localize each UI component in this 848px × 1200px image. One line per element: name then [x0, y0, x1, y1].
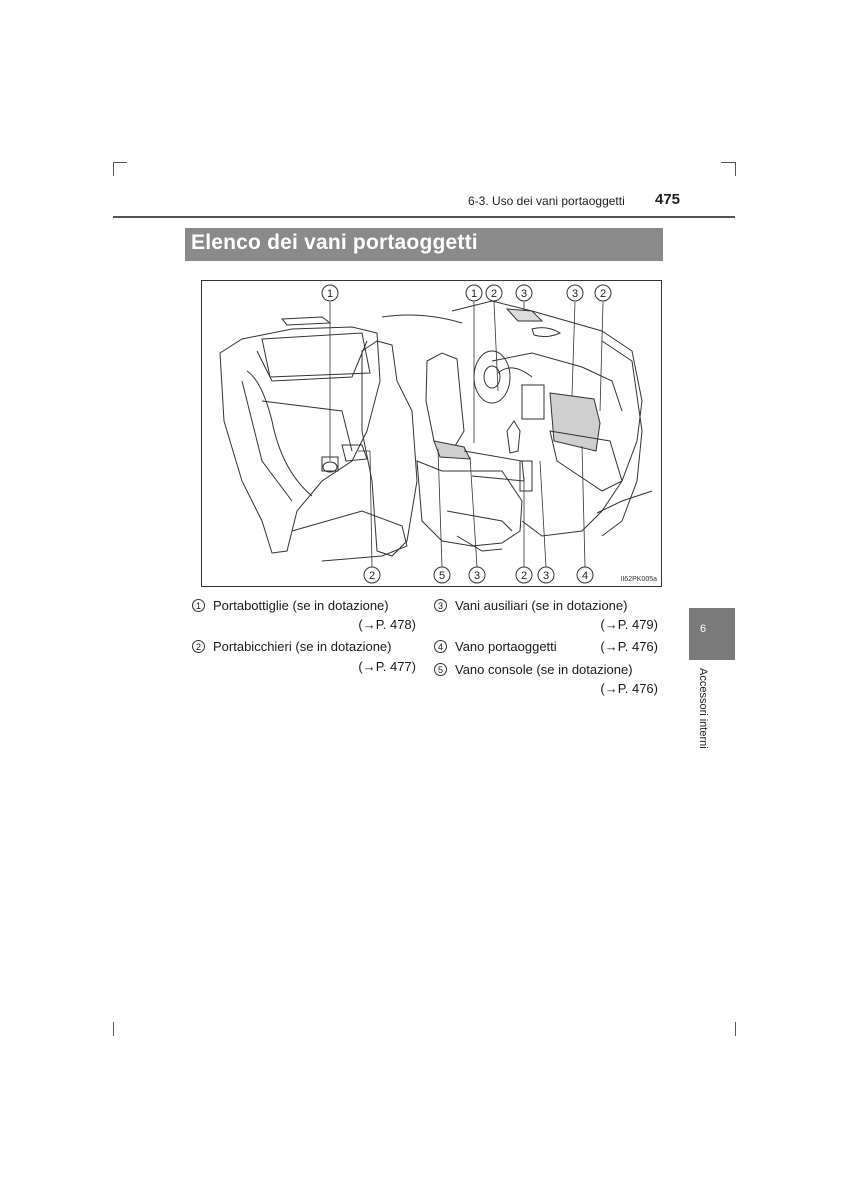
legend-ref-3: (→P. 479) — [600, 617, 658, 632]
page-number: 475 — [655, 191, 681, 208]
callout-top-5: 3 — [571, 288, 579, 300]
title-bar — [185, 228, 663, 261]
callout-top-6: 2 — [599, 288, 607, 300]
figure-code: II62PK005a — [620, 576, 657, 583]
crop-mark-top-right-v — [735, 162, 736, 176]
legend-number: 5 — [434, 663, 447, 676]
header-rule — [113, 216, 735, 218]
callout-top-3: 2 — [490, 288, 498, 300]
callout-top-4: 3 — [520, 288, 528, 300]
legend-text: Vano console (se in dotazione) — [455, 662, 633, 677]
chapter-tab — [689, 608, 735, 660]
legend-ref-5: (→P. 476) — [600, 681, 658, 696]
legend-item-4 — [434, 639, 557, 654]
callout-top-2: 1 — [470, 288, 478, 300]
callout-bottom-4: 2 — [520, 570, 528, 582]
callout-bottom-3: 3 — [473, 570, 481, 582]
crop-mark-bottom-left — [113, 1022, 114, 1036]
legend-item-2 — [192, 639, 391, 654]
callout-bottom-1: 2 — [368, 570, 376, 582]
chapter-number: 6 — [700, 623, 707, 635]
legend-text: Portabicchieri (se in dotazione) — [213, 639, 392, 654]
legend-text: Portabottiglie (se in dotazione) — [213, 598, 389, 613]
legend-number: 4 — [434, 640, 447, 653]
car-interior-illustration — [202, 281, 661, 586]
legend-number: 1 — [192, 599, 205, 612]
crop-mark-bottom-right — [735, 1022, 736, 1036]
crop-mark-top-left-h — [113, 162, 127, 163]
legend-text: Vani ausiliari (se in dotazione) — [455, 598, 628, 613]
legend-item-3 — [434, 598, 627, 613]
chapter-label: Accessori interni — [697, 668, 709, 749]
callout-bottom-6: 4 — [581, 570, 589, 582]
legend-ref-1: (→P. 478) — [358, 617, 416, 632]
callout-bottom-5: 3 — [542, 570, 550, 582]
callout-bottom-2: 5 — [438, 570, 446, 582]
car-interior-figure — [201, 280, 662, 587]
legend-item-5 — [434, 662, 633, 677]
crop-mark-top-right-h — [721, 162, 735, 163]
legend-ref-2: (→P. 477) — [358, 659, 416, 674]
section-header: 6-3. Uso dei vani portaoggetti — [468, 194, 625, 208]
page-title: Elenco dei vani portaoggetti — [191, 231, 478, 254]
legend-number: 2 — [192, 640, 205, 653]
legend-text: Vano portaoggetti — [455, 639, 557, 654]
crop-mark-top-left-v — [113, 162, 114, 176]
legend-number: 3 — [434, 599, 447, 612]
legend-item-1 — [192, 598, 389, 613]
legend-ref-4: (→P. 476) — [600, 639, 658, 654]
callout-top-1: 1 — [326, 288, 334, 300]
